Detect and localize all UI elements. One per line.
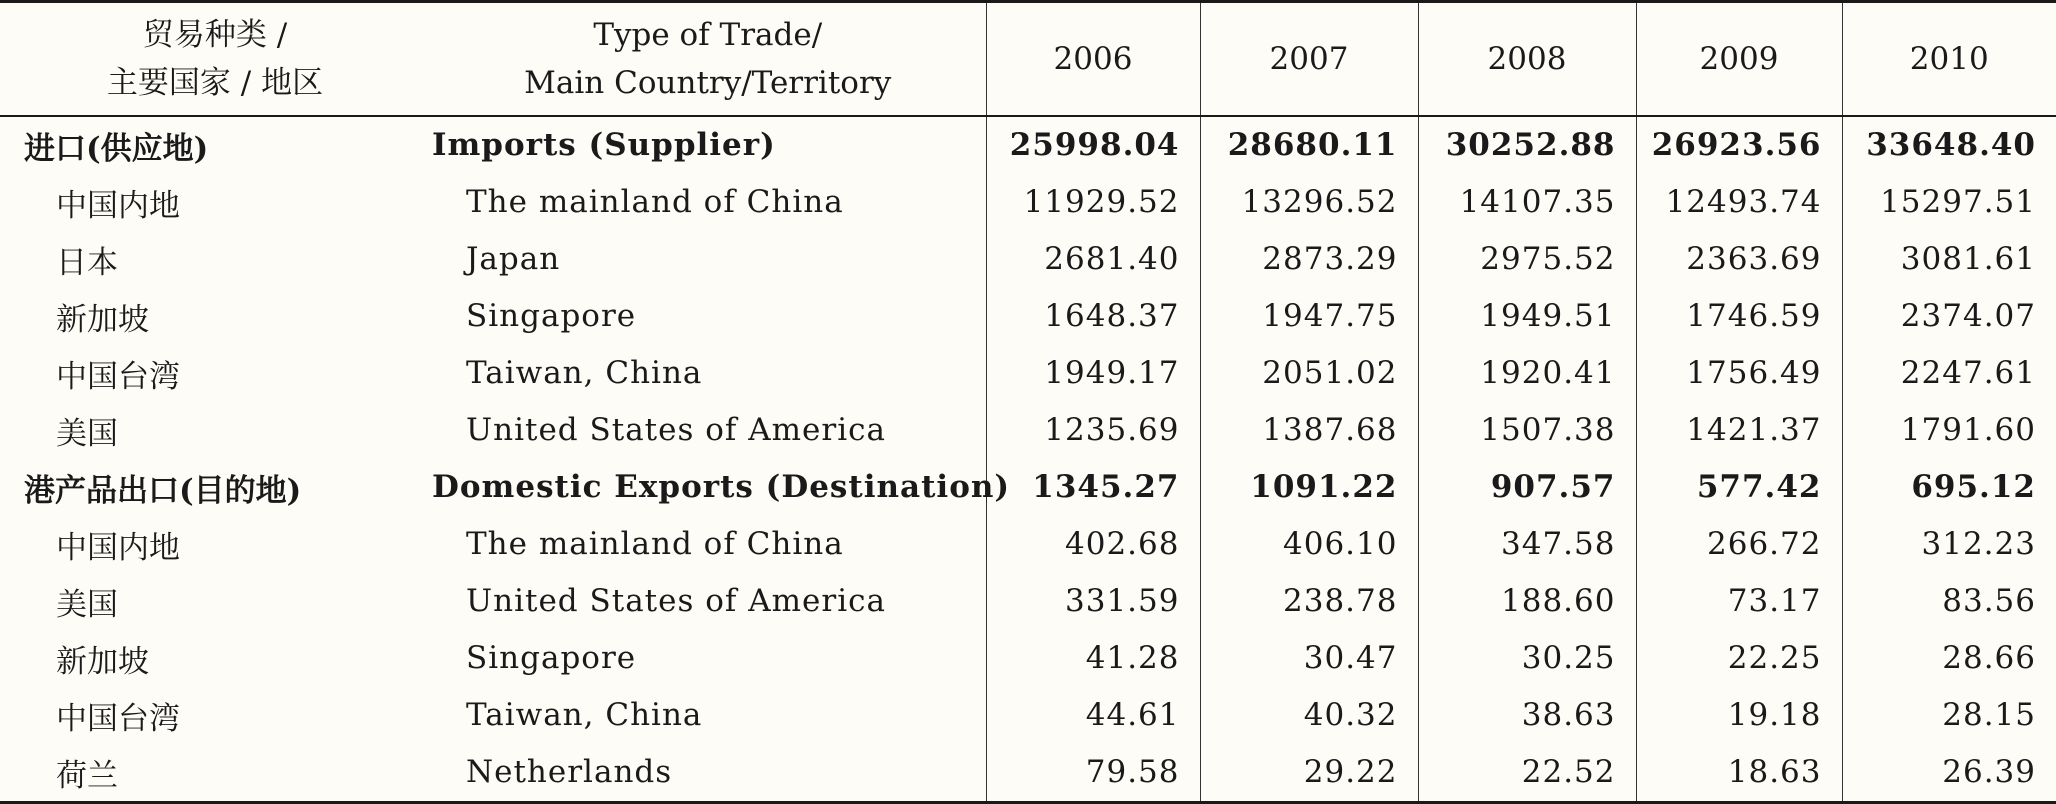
- value-cell: 238.78: [1200, 573, 1418, 630]
- table-group-row: [0, 459, 2056, 516]
- table-row: [0, 174, 2056, 231]
- value-cell: 1421.37: [1636, 402, 1842, 459]
- value-cell: 13296.52: [1200, 174, 1418, 231]
- table-row: [0, 231, 2056, 288]
- value-cell: 14107.35: [1418, 174, 1636, 231]
- value-cell: 2363.69: [1636, 231, 1842, 288]
- value-cell: 406.10: [1200, 516, 1418, 573]
- row-label-en: Taiwan, China: [466, 697, 703, 733]
- table-row: [0, 744, 2056, 803]
- value-cell: 44.61: [986, 687, 1200, 744]
- row-label-en: The mainland of China: [466, 184, 844, 220]
- header-year-2008: 2008: [1418, 2, 1636, 116]
- table-body: [0, 116, 2056, 803]
- table-row: [0, 516, 2056, 573]
- row-label-en: Singapore: [466, 640, 637, 676]
- table-row: [0, 288, 2056, 345]
- value-cell: 12493.74: [1636, 174, 1842, 231]
- row-label-zh: 中国台湾: [56, 700, 180, 737]
- value-cell: 2374.07: [1842, 288, 2056, 345]
- value-cell: 73.17: [1636, 573, 1842, 630]
- header-year-2010: 2010: [1842, 2, 2056, 116]
- value-cell: 3081.61: [1842, 231, 2056, 288]
- table-row: [0, 687, 2056, 744]
- value-cell: 2873.29: [1200, 231, 1418, 288]
- value-cell: 2051.02: [1200, 345, 1418, 402]
- row-label-zh: 美国: [56, 586, 118, 623]
- value-cell: 79.58: [986, 744, 1200, 803]
- value-cell: 22.25: [1636, 630, 1842, 687]
- value-cell: 26.39: [1842, 744, 2056, 803]
- value-cell: 83.56: [1842, 573, 2056, 630]
- table-row: [0, 573, 2056, 630]
- value-cell: 28680.11: [1200, 116, 1418, 174]
- table-group-row: [0, 116, 2056, 174]
- table-row: [0, 630, 2056, 687]
- value-cell: 18.63: [1636, 744, 1842, 803]
- value-cell: 188.60: [1418, 573, 1636, 630]
- row-label-zh: 中国内地: [56, 187, 180, 224]
- value-cell: 907.57: [1418, 459, 1636, 516]
- row-label-zh: 美国: [56, 415, 118, 452]
- row-label-zh: 荷兰: [0, 744, 430, 803]
- header-zh-line2: 主要国家 / 地区: [106, 64, 324, 101]
- value-cell: 19.18: [1636, 687, 1842, 744]
- value-cell: 2681.40: [986, 231, 1200, 288]
- row-label-en: Imports (Supplier): [432, 127, 776, 163]
- value-cell: 1507.38: [1418, 402, 1636, 459]
- value-cell: 2247.61: [1842, 345, 2056, 402]
- table-header: [0, 2, 2056, 116]
- header-zh-line1: 贸易种类 /: [142, 16, 288, 53]
- header-year-2007: 2007: [1200, 2, 1418, 116]
- value-cell: 2975.52: [1418, 231, 1636, 288]
- row-label-zh: 中国内地: [56, 529, 180, 566]
- value-cell: 266.72: [1636, 516, 1842, 573]
- value-cell: 1091.22: [1200, 459, 1418, 516]
- value-cell: 15297.51: [1842, 174, 2056, 231]
- value-cell: 1648.37: [986, 288, 1200, 345]
- value-cell: 25998.04: [986, 116, 1200, 174]
- row-label-en: Domestic Exports (Destination): [432, 469, 1011, 505]
- row-label-zh: 新加坡: [56, 301, 149, 338]
- table-row: [0, 402, 2056, 459]
- row-label-zh: 港产品出口(目的地): [24, 472, 302, 509]
- value-cell: 1387.68: [1200, 402, 1418, 459]
- value-cell: 1345.27: [986, 459, 1200, 516]
- value-cell: 1746.59: [1636, 288, 1842, 345]
- table-row: [0, 345, 2056, 402]
- row-label-zh: 新加坡: [56, 643, 149, 680]
- value-cell: 312.23: [1842, 516, 2056, 573]
- header-en-line2: Main Country/Territory: [524, 64, 892, 101]
- value-cell: 1235.69: [986, 402, 1200, 459]
- value-cell: 331.59: [986, 573, 1200, 630]
- row-label-en: United States of America: [466, 583, 886, 619]
- value-cell: 30.25: [1418, 630, 1636, 687]
- value-cell: 38.63: [1418, 687, 1636, 744]
- row-label-en: Japan: [466, 241, 561, 277]
- value-cell: 1947.75: [1200, 288, 1418, 345]
- row-label-en: The mainland of China: [466, 526, 844, 562]
- value-cell: 28.15: [1842, 687, 2056, 744]
- value-cell: 1949.51: [1418, 288, 1636, 345]
- header-en: [430, 2, 986, 116]
- value-cell: 1949.17: [986, 345, 1200, 402]
- row-label-en: Netherlands: [430, 744, 986, 803]
- header-en-line1: Type of Trade/: [593, 16, 823, 53]
- value-cell: 41.28: [986, 630, 1200, 687]
- value-cell: 1920.41: [1418, 345, 1636, 402]
- row-label-en: Taiwan, China: [466, 355, 703, 391]
- header-zh: [0, 2, 430, 116]
- row-label-zh: 进口(供应地): [24, 130, 209, 167]
- value-cell: 11929.52: [986, 174, 1200, 231]
- row-label-zh: 日本: [56, 244, 118, 281]
- row-label-en: United States of America: [466, 412, 886, 448]
- row-label-en: Singapore: [466, 298, 637, 334]
- header-year-2006: 2006: [986, 2, 1200, 116]
- value-cell: 347.58: [1418, 516, 1636, 573]
- row-label-zh: 中国台湾: [56, 358, 180, 395]
- value-cell: 1756.49: [1636, 345, 1842, 402]
- value-cell: 30.47: [1200, 630, 1418, 687]
- value-cell: 402.68: [986, 516, 1200, 573]
- header-row: [0, 2, 2056, 116]
- value-cell: 26923.56: [1636, 116, 1842, 174]
- value-cell: 577.42: [1636, 459, 1842, 516]
- value-cell: 30252.88: [1418, 116, 1636, 174]
- value-cell: 40.32: [1200, 687, 1418, 744]
- header-year-2009: 2009: [1636, 2, 1842, 116]
- value-cell: 695.12: [1842, 459, 2056, 516]
- value-cell: 29.22: [1200, 744, 1418, 803]
- value-cell: 33648.40: [1842, 116, 2056, 174]
- value-cell: 1791.60: [1842, 402, 2056, 459]
- value-cell: 28.66: [1842, 630, 2056, 687]
- value-cell: 22.52: [1418, 744, 1636, 803]
